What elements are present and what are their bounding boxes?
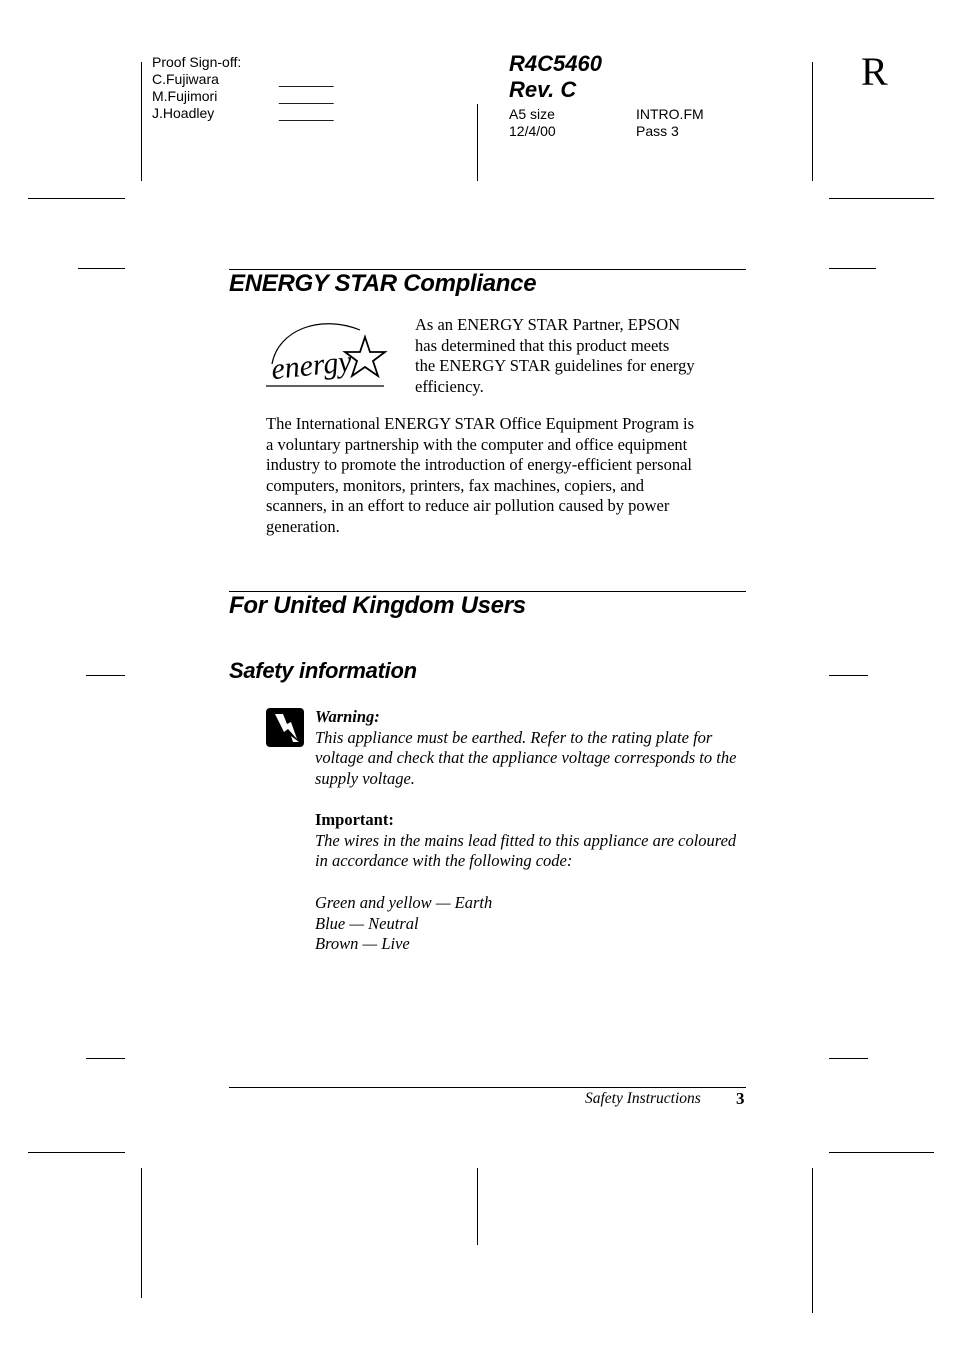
energy-body-line: computers, monitors, printers, fax machines, copiers, and [266,475,645,495]
energy-star-logo [264,316,388,392]
crop-mark [86,1058,125,1059]
doc-revision: Rev. C [509,77,577,102]
energy-intro [415,315,695,397]
energy-body [266,414,694,537]
warning-line: This appliance must be earthed. Refer to the rating plate for [315,727,713,747]
doc-date: 12/4/00 [509,123,556,139]
crop-mark [28,198,125,199]
crop-mark [86,675,125,676]
important-line: The wires in the mains lead fitted to this appliance are coloured [315,830,737,850]
important-line: in accordance with the following code: [315,851,573,870]
proof-name: C.Fujiwara [152,71,219,87]
doc-size: A5 size [509,106,555,122]
crop-mark [28,1152,125,1153]
doc-meta-left [509,106,556,140]
doc-pass: Pass 3 [636,123,679,139]
crop-mark [477,1168,478,1245]
page-number: 3 [736,1089,745,1108]
crop-mark [829,268,876,269]
proof-name: J.Hoadley [152,105,215,121]
energy-body-line: a voluntary partnership with the computer and office equipment [266,434,688,454]
warning-line: supply voltage. [315,768,415,788]
energy-body-line: industry to promote the introduction of energy-efficient personal [266,455,692,474]
energy-star-icon [264,316,388,392]
wire-code-item: Brown — Live [315,934,410,953]
signature-blank: _______ [279,88,334,104]
energy-intro-line: has determined that this product meets [415,335,670,355]
proof-signoff [152,54,241,122]
important-block [315,810,736,872]
warning-label: Warning: [315,707,380,726]
wire-code-list [315,893,492,955]
energy-logo-script: energy [269,344,354,387]
crop-mark [477,104,478,181]
wire-code-item: Green and yellow — Earth [315,893,493,912]
crop-mark [829,675,868,676]
energy-body-line: generation. [266,516,340,536]
energy-body-line: scanners, in an effort to reduce air pollution caused by power [266,496,670,515]
footer-section-title: Safety Instructions [585,1090,701,1107]
signature-blank: _______ [279,105,334,121]
doc-meta-right [636,106,704,140]
edition-mark: R [861,49,888,94]
energy-star-heading: ENERGY STAR Compliance [229,270,537,297]
wire-code-item: Blue — Neutral [315,913,419,933]
proof-signoff-title: Proof Sign-off: [152,54,242,70]
crop-mark [141,1168,142,1298]
warning-icon [266,708,304,747]
warning-block [315,707,736,789]
crop-mark [829,198,934,199]
energy-intro-line: efficiency. [415,376,484,396]
signature-blank: _______ [279,71,334,87]
safety-info-heading: Safety information [229,658,417,683]
crop-mark [812,62,813,181]
crop-mark [829,1058,868,1059]
energy-intro-line: As an ENERGY STAR Partner, EPSON [415,315,681,334]
crop-mark [78,268,125,269]
crop-mark [829,1152,934,1153]
energy-intro-line: the ENERGY STAR guidelines for energy [415,356,695,375]
crop-mark [812,1168,813,1313]
doc-code-block [509,51,602,103]
footer-rule [229,1087,746,1088]
energy-body-line: The International ENERGY STAR Office Equipment Program is [266,414,695,433]
uk-users-heading: For United Kingdom Users [229,592,526,619]
warning-line: voltage and check that the appliance voltage corresponds to the [315,748,737,767]
proof-name: M.Fujimori [152,88,218,104]
crop-mark [141,62,142,181]
doc-file: INTRO.FM [636,106,704,122]
important-label: Important: [315,810,394,829]
signature-blanks [279,71,334,122]
doc-code: R4C5460 [509,51,602,76]
